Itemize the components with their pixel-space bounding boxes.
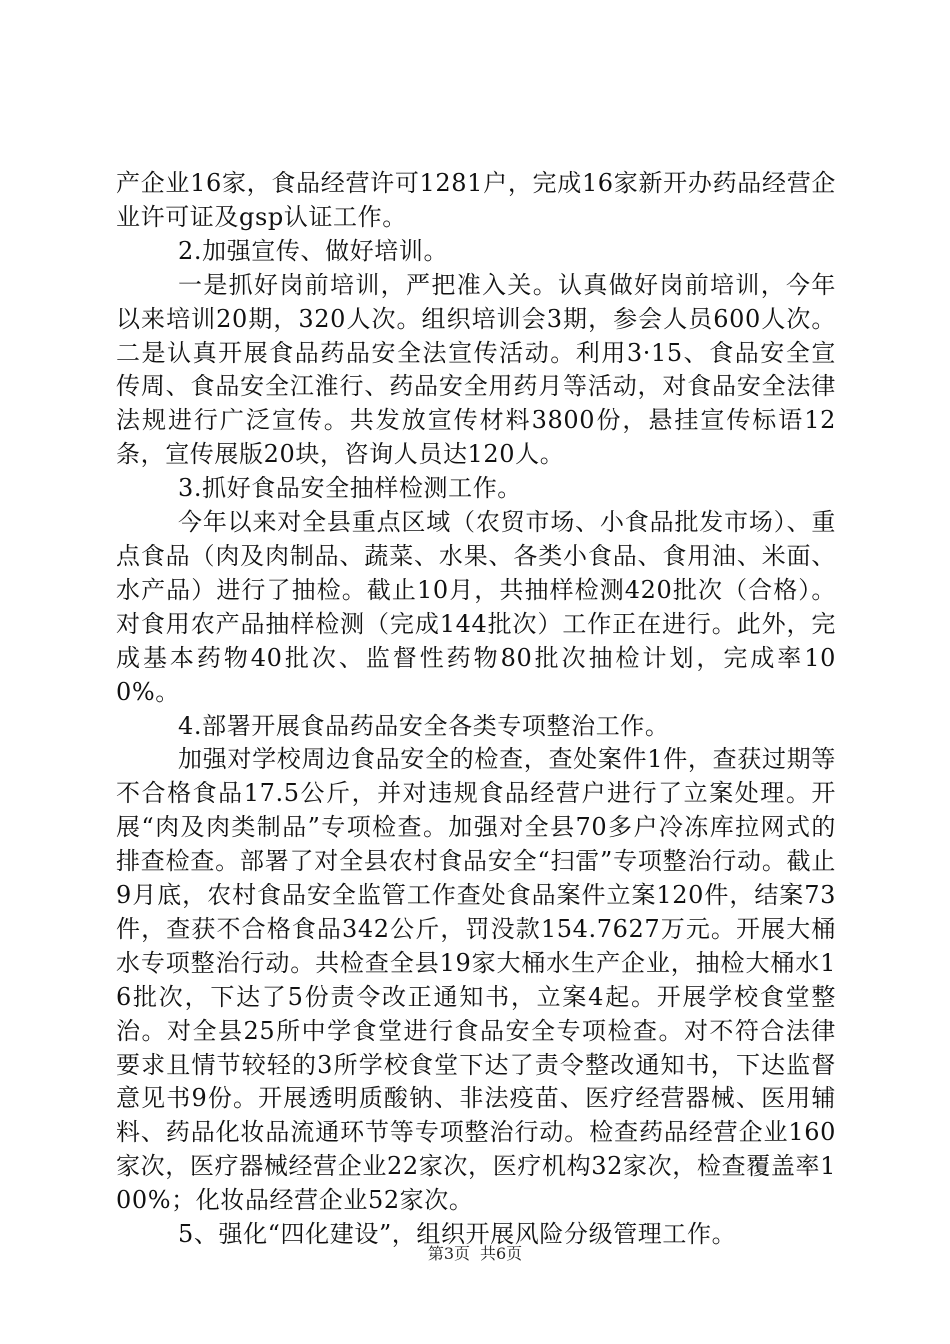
paragraph-continuation: 产企业16家，食品经营许可1281户，完成16家新开办药品经营企业许可证及gsp认证工作。 xyxy=(116,169,836,231)
section-heading-4: 4.部署开展食品药品安全各类专项整治工作。 xyxy=(178,711,670,740)
page-footer xyxy=(0,1243,950,1265)
paragraph-sampling: 今年以来对全县重点区域（农贸市场、小食品批发市场）、重点食品（肉及肉制品、蔬菜、水果、各类小食品、食用油、米面、水产品）进行了抽检。截止10月，共抽样检测420批次（合格）。对食用农产品抽样检测（完成144批次）工作正在进行。此外，完成基本药物40批次、监督性药物80批次抽检计划，完成率100%。 xyxy=(116,508,836,706)
section-heading-3: 3.抓好食品安全抽样检测工作。 xyxy=(178,474,522,503)
section-heading-2: 2.加强宣传、做好培训。 xyxy=(178,236,449,265)
document-body xyxy=(116,167,836,1252)
section-heading-5: 5、强化“四化建设”，组织开展风险分级管理工作。 xyxy=(178,1220,737,1249)
page-number: 第3页 xyxy=(427,1244,470,1263)
paragraph-training: 一是抓好岗前培训，严把准入关。认真做好岗前培训，今年以来培训20期，320人次。组织培训会3期，参会人员600人次。二是认真开展食品药品安全法宣传活动。利用3·15、食品安全宣传周、食品安全江淮行、药品安全用药月等活动，对食品安全法律法规进行广泛宣传。共发放宣传材料3800份，悬挂宣传标语12条，宣传展版20块，咨询人员达120人。 xyxy=(116,270,836,469)
paragraph-special-rectification: 加强对学校周边食品安全的检查，查处案件1件，查获过期等不合格食品17.5公斤，并对违规食品经营户进行了立案处理。开展“肉及肉类制品”专项检查。加强对全县70多户冷冻库拉网式的排查检查。部署了对全县农村食品安全“扫雷”专项整治行动。截止9月底，农村食品安全监管工作查处食品案件立案120件，结案73件，查获不合格食品342公斤，罚没款154.7627万元。开展大桶水专项整治行动。共检查全县19家大桶水生产企业，抽检大桶水16批次，下达了5份责令改正通知书，立案4起。开展学校食堂整治。对全县25所中学食堂进行食品安全专项检查。对不符合法律要求且情节较轻的3所学校食堂下达了责令整改通知书，下达监督意见书9份。开展透明质酸钠、非法疫苗、医疗经营器械、医用辅料、药品化妆品流通环节等专项整治行动。检查药品经营企业160家次，医疗器械经营企业22家次，医疗机构32家次，检查覆盖率100%；化妆品经营企业52家次。 xyxy=(116,745,836,1215)
page-total: 共6页 xyxy=(480,1244,523,1263)
